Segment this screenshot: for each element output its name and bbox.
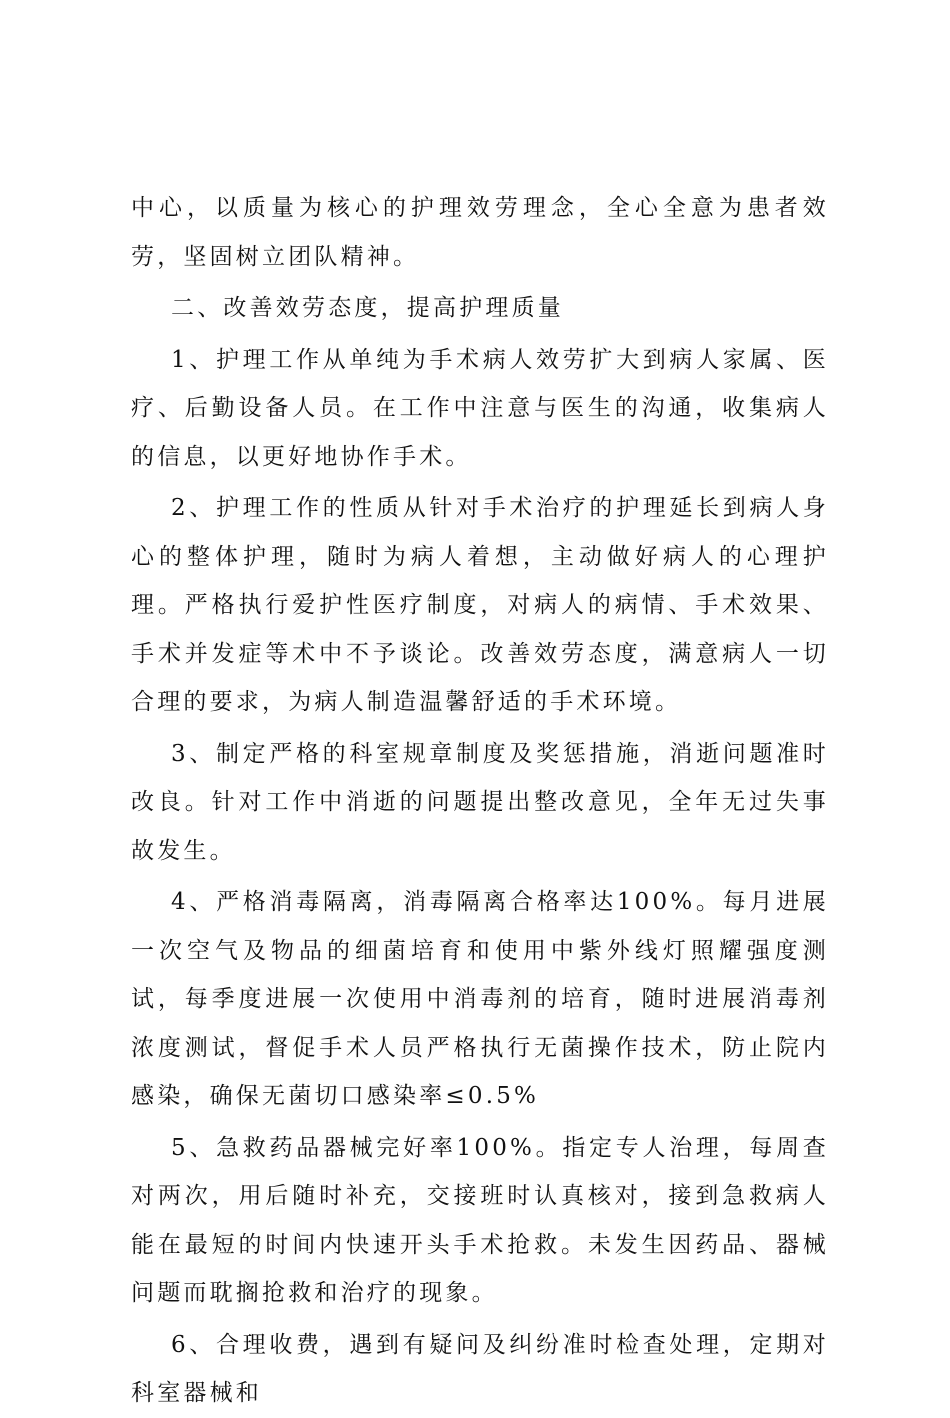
paragraph-item-2: 2、护理工作的性质从针对手术治疗的护理延长到病人身心的整体护理，随时为病人着想，主动做好病人的心理护理。严格执行爱护性医疗制度，对病人的病情、手术效果、手术并发症等术中不予谈论。改善效劳态度，满意病人一切合理的要求，为病人制造温馨舒适的手术环境。 (131, 495, 829, 715)
paragraph-item-5: 5、急救药品器械完好率100%。指定专人治理，每周查对两次，用后随时补充，交接班时认真核对，接到急救病人能在最短的时间内快速开头手术抢救。未发生因药品、器械问题而耽搁抢救和治疗的现象。 (131, 1134, 829, 1306)
paragraph-item-4: 4、严格消毒隔离，消毒隔离合格率达100%。每月进展一次空气及物品的细菌培育和使用中紫外线灯照耀强度测试，每季度进展一次使用中消毒剂的培育，随时进展消毒剂浓度测试，督促手术人员严格执行无菌操作技术，防止院内感染，确保无菌切口感染率≤0.5% (131, 889, 829, 1109)
paragraph-team-spirit: 中心，以质量为核心的护理效劳理念，全心全意为患者效劳，坚固树立团队精神。 (131, 195, 829, 270)
paragraph-item-3: 3、制定严格的科室规章制度及奖惩措施，消逝问题准时改良。针对工作中消逝的问题提出整改意见，全年无过失事故发生。 (131, 740, 829, 864)
section-heading-improve-service: 二、改善效劳态度，提高护理质量 (171, 295, 564, 321)
document-body (131, 184, 829, 1418)
paragraph-item-1: 1、护理工作从单纯为手术病人效劳扩大到病人家属、医疗、后勤设备人员。在工作中注意与医生的沟通，收集病人的信息，以更好地协作手术。 (131, 346, 829, 470)
paragraph-item-6: 6、合理收费，遇到有疑问及纠纷准时检查处理，定期对科室器械和 (131, 1331, 829, 1406)
